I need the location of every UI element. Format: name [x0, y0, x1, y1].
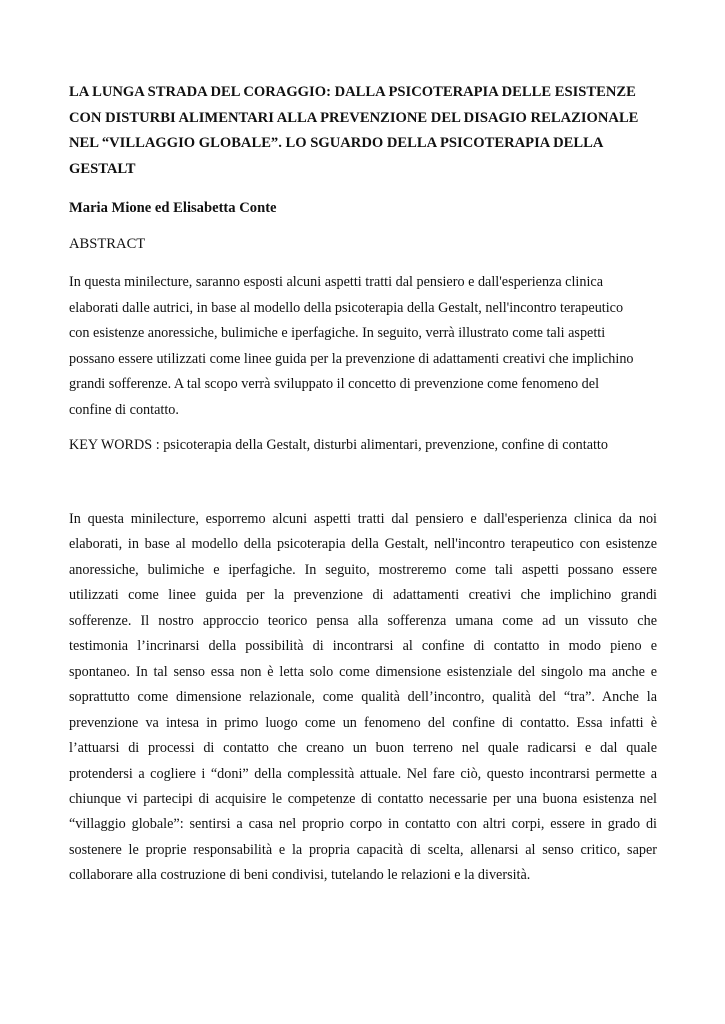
body-line: utilizzati come linee guida per la prevenzione di adattamenti creativi che implichino grandi [69, 587, 657, 604]
title-line: CON DISTURBI ALIMENTARI ALLA PREVENZIONE DEL DISAGIO RELAZIONALE [69, 109, 639, 126]
body-line: sofferenze. Il nostro approccio teorico pensa alla sofferenza umana come ad un vissuto che [69, 612, 657, 629]
body-line: “villaggio globale”: sentirsi a casa nel proprio corpo in contatto con altri corpi, essere in grado di [69, 816, 657, 833]
body-line: anoressiche, bulimiche e iperfagiche. In seguito, mostreremo come tali aspetti possano essere [69, 561, 657, 578]
body-line: In questa minilecture, esporremo alcuni aspetti tratti dal pensiero e dall'esperienza clinica da noi [69, 511, 657, 527]
title-line: NEL “VILLAGGIO GLOBALE”. LO SGUARDO DELLA PSICOTERAPIA DELLA [69, 135, 604, 152]
abstract-line: grandi sofferenze. A tal scopo verrà sviluppato il concetto di prevenzione come fenomeno del [69, 376, 600, 392]
body-line: collaborare alla costruzione di beni condivisi, tutelando le relazioni e la diversità. [69, 867, 531, 884]
body-line: spontaneo. In tal senso essa non è letta solo come dimensione esistenziale del singolo ma anche e [69, 663, 657, 680]
abstract-line: In questa minilecture, saranno esposti alcuni aspetti tratti dal pensiero e dall'esperienza clinica [69, 274, 603, 290]
body-line: soprattutto come dimensione relazionale, come qualità dell’incontro, qualità del “tra”. Anche la [69, 689, 657, 706]
keywords: KEY WORDS : psicoterapia della Gestalt, disturbi alimentari, prevenzione, confine di contatto [69, 437, 608, 453]
abstract-line: confine di contatto. [69, 401, 179, 418]
abstract-line: elaborati dalle autrici, in base al modello della psicoterapia della Gestalt, nell'incontro terapeutico [69, 299, 624, 316]
body-line: chiunque vi partecipi di acquisire le competenze di contatto necessarie per una buona esistenza nel [69, 790, 657, 807]
body-paragraph [69, 507, 657, 889]
body-line: elaborati, in base al modello della psicoterapia della Gestalt, nell'incontro terapeutico con esistenze [69, 536, 657, 553]
title-line: GESTALT [69, 161, 136, 178]
body-line: sostenere le proprie responsabilità e la propria capacità di scelta, allenarsi al senso critico, saper [69, 841, 657, 858]
abstract-line: possano essere utilizzati come linee guida per la prevenzione di adattamenti creativi che implichino [69, 350, 634, 367]
authors: Maria Mione ed Elisabetta Conte [69, 200, 277, 216]
body-line: prevenzione va intesa in primo luogo come un fenomeno del confine di contatto. Essa infatti è [69, 714, 657, 731]
body-line: l’attuarsi di processi di contatto che creano un buon terreno nel quale radicarsi e dal quale [69, 740, 657, 757]
body-line: testimonia l’incrinarsi della possibilità di incontrarsi al confine di contatto in modo pieno e [69, 638, 657, 655]
document-title [69, 80, 659, 183]
body-line: protendersi a cogliere i “doni” della complessità attuale. Nel fare ciò, questo incontrarsi permette a [69, 765, 657, 782]
abstract-paragraph [69, 270, 669, 423]
abstract-line: con esistenze anoressiche, bulimiche e iperfagiche. In seguito, verrà illustrato come tali aspetti [69, 325, 606, 341]
title-line: LA LUNGA STRADA DEL CORAGGIO: DALLA PSICOTERAPIA DELLE ESISTENZE [69, 84, 636, 100]
abstract-heading: ABSTRACT [69, 236, 146, 252]
